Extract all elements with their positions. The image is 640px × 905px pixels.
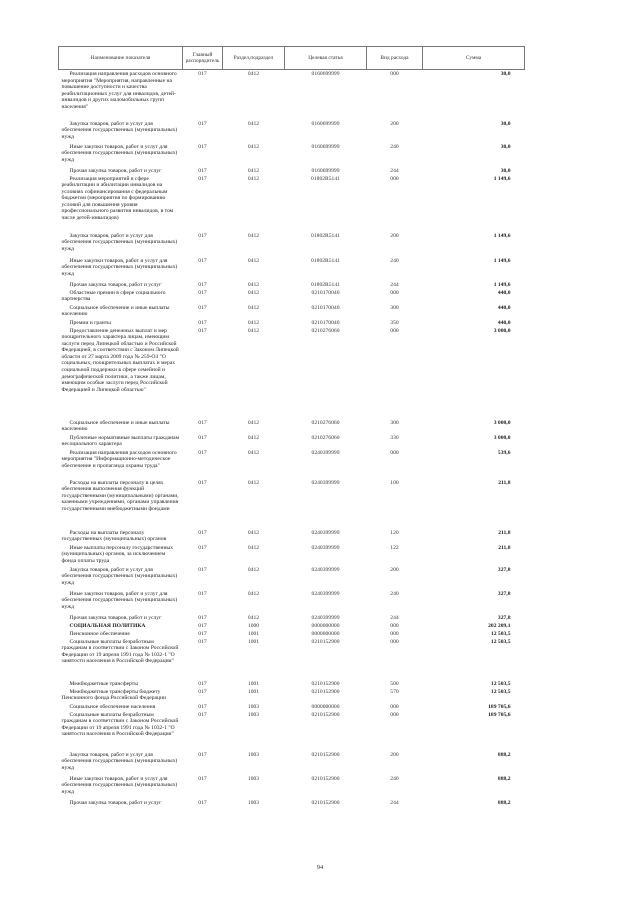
cell-section: 0412 xyxy=(247,544,260,551)
cell-chief: 017 xyxy=(198,419,207,426)
cell-name xyxy=(59,622,183,630)
cell-name-text: Закупка товаров, работ и услуг для обеспечения государственных (муниципальных) нужд xyxy=(61,120,178,140)
cell-name xyxy=(59,232,183,257)
cell-section: 0412 xyxy=(247,167,260,174)
table-row xyxy=(59,566,525,590)
cell-sum: 12 503,5 xyxy=(490,630,511,637)
cell-name-text: Закупка товаров, работ и услуг для обеспечения государственных (муниципальных) нужд xyxy=(61,751,178,771)
cell-section: 0412 xyxy=(247,449,260,456)
cell-name-text: Реализация направления расходов основного мероприятия "Информационно-методическое обеспечение и пропаганда охраны труда" xyxy=(61,449,177,469)
table-row xyxy=(59,638,525,680)
cell-name-text: Закупка товаров, работ и услуг для обеспечения государственных (муниципальных) нужд xyxy=(61,232,178,252)
cell-chief: 017 xyxy=(198,544,207,551)
cell-section: 0412 xyxy=(247,257,260,264)
cell-type: 100 xyxy=(390,479,399,486)
cell-chief: 017 xyxy=(198,434,207,441)
cell-name-text: СОЦИАЛЬНАЯ ПОЛИТИКА xyxy=(69,622,146,629)
cell-type: 570 xyxy=(390,688,399,695)
table-row xyxy=(59,257,525,281)
cell-name xyxy=(59,529,183,544)
header-sum: Сумма xyxy=(423,47,525,70)
table-row xyxy=(59,529,525,544)
cell-article: 0000000000 xyxy=(311,622,340,629)
cell-name-text: Областные премии в сфере социального партнерства xyxy=(61,289,166,303)
cell-name xyxy=(59,544,183,566)
cell-name xyxy=(59,590,183,614)
cell-name-text: Межбюджетные трансферты xyxy=(69,680,138,687)
cell-name-text: Пенсионное обеспечение xyxy=(69,630,130,637)
cell-chief: 017 xyxy=(198,327,207,334)
cell-chief: 017 xyxy=(198,622,207,629)
cell-chief: 017 xyxy=(198,711,207,718)
cell-sum: 888,2 xyxy=(497,775,511,782)
cell-section: 1001 xyxy=(247,638,260,645)
table-header-row xyxy=(59,47,525,70)
cell-name xyxy=(59,680,183,688)
header-section: Раздел,подраздел xyxy=(223,47,285,70)
cell-name xyxy=(59,751,183,775)
cell-section: 1001 xyxy=(247,630,260,637)
cell-sum: 440,0 xyxy=(497,319,511,326)
cell-name-text: Иные закупки товаров, работ и услуг для обеспечения государственных (муниципальных) нужд xyxy=(61,775,178,795)
table-body xyxy=(59,70,525,807)
cell-article: 01802R5141 xyxy=(311,232,340,239)
cell-sum: 3 000,0 xyxy=(493,434,511,441)
cell-article: 01802R5141 xyxy=(311,257,340,264)
cell-sum: 888,2 xyxy=(497,799,511,806)
cell-section: 0412 xyxy=(247,143,260,150)
cell-chief: 017 xyxy=(198,799,207,806)
budget-table xyxy=(58,46,525,807)
cell-name-text: Реализация мероприятий в сфере реабилитации и абилитации инвалидов на условиях софинансирования с федеральным бюджетом (мероприятия по формированию условий для повышения уровня профессионального развития инвалидов, в том числе детей-инвалидов) xyxy=(61,175,174,222)
cell-type: 200 xyxy=(390,232,399,239)
cell-type: 244 xyxy=(390,167,399,174)
cell-type: 300 xyxy=(390,304,399,311)
cell-article: 0210152900 xyxy=(311,638,340,645)
cell-chief: 017 xyxy=(198,449,207,456)
table-row xyxy=(59,319,525,327)
cell-article: 0240399999 xyxy=(311,529,340,536)
cell-type: 240 xyxy=(390,257,399,264)
cell-section: 0412 xyxy=(247,281,260,288)
cell-sum: 12 503,5 xyxy=(490,688,511,695)
cell-type: 122 xyxy=(390,544,399,551)
table-row xyxy=(59,703,525,711)
table-row xyxy=(59,434,525,449)
cell-section: 1000 xyxy=(247,622,260,629)
table-row xyxy=(59,688,525,703)
cell-section: 1003 xyxy=(247,711,260,718)
table-row xyxy=(59,799,525,807)
cell-name xyxy=(59,281,183,289)
cell-sum: 3 000,0 xyxy=(493,327,511,334)
table-row xyxy=(59,120,525,143)
cell-name-text: Иные закупки товаров, работ и услуг для обеспечения государственных (муниципальных) нужд xyxy=(61,590,178,610)
cell-name xyxy=(59,775,183,799)
cell-sum: 539,6 xyxy=(497,449,511,456)
cell-type: 500 xyxy=(390,680,399,687)
cell-name-text: Иные закупки товаров, работ и услуг для обеспечения государственных (муниципальных) нужд xyxy=(61,257,178,277)
cell-article: 0160699999 xyxy=(311,167,340,174)
cell-name-text: Прочая закупка товаров, работ и услуг xyxy=(69,167,162,174)
cell-article: 0210170040 xyxy=(311,319,340,326)
table-row xyxy=(59,622,525,630)
cell-name xyxy=(59,167,183,175)
cell-article: 0210152900 xyxy=(311,688,340,695)
cell-section: 0412 xyxy=(247,71,260,77)
cell-name xyxy=(59,566,183,590)
cell-chief: 017 xyxy=(198,680,207,687)
cell-section: 1003 xyxy=(247,799,260,806)
cell-type: 244 xyxy=(390,614,399,621)
cell-type: 000 xyxy=(390,630,399,637)
cell-section: 0412 xyxy=(247,319,260,326)
cell-name-text: Межбюджетные трансферты бюджету Пенсионного фонда Российской Федерации xyxy=(61,688,166,702)
cell-chief: 017 xyxy=(198,479,207,486)
cell-type: 000 xyxy=(390,289,399,296)
cell-section: 0412 xyxy=(247,175,260,182)
table-row xyxy=(59,70,525,120)
cell-sum: 1 149,6 xyxy=(493,257,511,264)
cell-type: 120 xyxy=(390,529,399,536)
cell-chief: 017 xyxy=(198,319,207,326)
cell-sum: 888,2 xyxy=(497,751,511,758)
cell-chief: 017 xyxy=(198,143,207,150)
cell-article: 0240399999 xyxy=(311,449,340,456)
cell-type: 350 xyxy=(390,319,399,326)
table-row xyxy=(59,304,525,319)
cell-chief: 017 xyxy=(198,529,207,536)
cell-name-text: Публичные нормативные выплаты гражданам несоциального характера xyxy=(61,434,180,448)
cell-sum: 1 149,6 xyxy=(493,175,511,182)
cell-sum: 189 705,6 xyxy=(488,703,511,710)
cell-name xyxy=(59,434,183,449)
cell-sum: 30,0 xyxy=(500,71,511,77)
cell-name xyxy=(59,143,183,167)
cell-article: 0210152900 xyxy=(311,711,340,718)
table-row xyxy=(59,143,525,167)
cell-chief: 017 xyxy=(198,638,207,645)
cell-name-text: Прочая закупка товаров, работ и услуг xyxy=(69,799,162,806)
cell-name xyxy=(59,711,183,751)
cell-name-text: Реализация направления расходов основного мероприятия "Мероприятия, направленные на повышение доступности и качества реабилитационных услуг для инвалидов, детей-инвалидов и других маломобильных групп населения" xyxy=(61,71,177,110)
cell-section: 1003 xyxy=(247,751,260,758)
cell-sum: 327,8 xyxy=(497,590,511,597)
cell-chief: 017 xyxy=(198,614,207,621)
cell-name xyxy=(59,289,183,304)
cell-article: 0240399999 xyxy=(311,544,340,551)
header-type: Вид расхода xyxy=(367,47,423,70)
cell-type: 330 xyxy=(390,434,399,441)
cell-article: 0000000000 xyxy=(311,630,340,637)
cell-type: 244 xyxy=(390,281,399,288)
cell-chief: 017 xyxy=(198,688,207,695)
cell-section: 0412 xyxy=(247,529,260,536)
cell-section: 0412 xyxy=(247,614,260,621)
table-row xyxy=(59,630,525,638)
cell-chief: 017 xyxy=(198,257,207,264)
cell-type: 000 xyxy=(390,622,399,629)
cell-chief: 017 xyxy=(198,289,207,296)
cell-article: 0210152900 xyxy=(311,775,340,782)
cell-name xyxy=(59,638,183,680)
cell-sum: 211,8 xyxy=(498,544,511,551)
cell-sum: 211,8 xyxy=(498,529,511,536)
cell-type: 000 xyxy=(390,327,399,334)
cell-name-text: Прочая закупка товаров, работ и услуг xyxy=(69,281,162,288)
cell-name-text: Социальное обеспечение и иные выплаты населению xyxy=(61,419,170,433)
cell-type: 244 xyxy=(390,799,399,806)
cell-chief: 017 xyxy=(198,775,207,782)
cell-chief: 017 xyxy=(198,232,207,239)
cell-type: 240 xyxy=(390,143,399,150)
header-chief: Главный распорядитель xyxy=(183,47,223,70)
cell-article: 0210170040 xyxy=(311,304,340,311)
cell-article: 0210152900 xyxy=(311,680,340,687)
cell-section: 1003 xyxy=(247,703,260,710)
cell-article: 0210276060 xyxy=(311,419,340,426)
cell-sum: 30,0 xyxy=(500,143,511,150)
cell-article: 01802R5141 xyxy=(311,175,340,182)
cell-article: 01802R5141 xyxy=(311,281,340,288)
cell-article: 0210276060 xyxy=(311,434,340,441)
cell-chief: 017 xyxy=(198,281,207,288)
cell-type: 000 xyxy=(390,175,399,182)
cell-sum: 189 705,6 xyxy=(488,711,511,718)
cell-section: 0412 xyxy=(247,419,260,426)
cell-name-text: Расходы на выплаты персоналу государственных (муниципальных) органов xyxy=(61,529,167,543)
cell-type: 000 xyxy=(390,71,399,77)
cell-type: 200 xyxy=(390,751,399,758)
cell-type: 200 xyxy=(390,566,399,573)
cell-name-text: Иные закупки товаров, работ и услуг для обеспечения государственных (муниципальных) нужд xyxy=(61,143,178,163)
cell-section: 1003 xyxy=(247,775,260,782)
cell-article: 0210276060 xyxy=(311,327,340,334)
cell-name xyxy=(59,799,183,807)
cell-section: 0412 xyxy=(247,120,260,127)
cell-section: 1001 xyxy=(247,688,260,695)
table-row xyxy=(59,590,525,614)
cell-section: 0412 xyxy=(247,479,260,486)
cell-article: 0210152900 xyxy=(311,751,340,758)
cell-name xyxy=(59,479,183,529)
table-row xyxy=(59,281,525,289)
cell-section: 0412 xyxy=(247,434,260,441)
budget-table-container xyxy=(58,46,524,807)
cell-article: 0210152900 xyxy=(311,799,340,806)
cell-name xyxy=(59,70,183,120)
cell-name xyxy=(59,319,183,327)
cell-name-text: Закупка товаров, работ и услуг для обеспечения государственных (муниципальных) нужд xyxy=(61,566,178,586)
cell-sum: 202 209,1 xyxy=(488,622,511,629)
cell-article: 0240399999 xyxy=(311,479,340,486)
cell-name xyxy=(59,688,183,703)
cell-article: 0240399999 xyxy=(311,614,340,621)
cell-article: 0240399999 xyxy=(311,566,340,573)
table-row xyxy=(59,544,525,566)
cell-sum: 3 000,0 xyxy=(493,419,511,426)
table-row xyxy=(59,167,525,175)
table-row xyxy=(59,479,525,529)
header-name: Наименование показателя xyxy=(59,47,183,70)
cell-name xyxy=(59,449,183,479)
cell-sum: 1 149,6 xyxy=(493,281,511,288)
cell-name-text: Социальные выплаты безработным гражданам в соответствии с Законом Российской Федерации от 19 апреля 1991 года № 1032-1 "О занятости населения в Российской Федерации" xyxy=(61,638,179,665)
cell-sum: 327,8 xyxy=(497,566,511,573)
cell-name-text: Социальное обеспечение населения xyxy=(69,703,156,710)
cell-article: 0000000000 xyxy=(311,703,340,710)
cell-sum: 12 503,5 xyxy=(490,680,511,687)
cell-name xyxy=(59,257,183,281)
cell-name-text: Иные выплаты персоналу государственных (муниципальных) органов, за исключением фонда оплаты труда xyxy=(61,544,173,564)
cell-article: 0210170040 xyxy=(311,289,340,296)
page-number: 94 xyxy=(316,864,324,871)
cell-type: 000 xyxy=(390,638,399,645)
cell-chief: 017 xyxy=(198,175,207,182)
cell-name xyxy=(59,614,183,622)
cell-chief: 017 xyxy=(198,590,207,597)
cell-chief: 017 xyxy=(198,71,207,77)
cell-name xyxy=(59,120,183,143)
cell-sum: 440,0 xyxy=(497,289,511,296)
cell-chief: 017 xyxy=(198,120,207,127)
cell-type: 240 xyxy=(390,775,399,782)
cell-name-text: Премии и гранты xyxy=(69,319,111,326)
cell-section: 0412 xyxy=(247,289,260,296)
cell-type: 300 xyxy=(390,419,399,426)
cell-sum: 440,0 xyxy=(497,304,511,311)
cell-name xyxy=(59,630,183,638)
cell-sum: 1 149,6 xyxy=(493,232,511,239)
cell-name-text: Социальные выплаты безработным гражданам в соответствии с Законом Российской Федерации от 19 апреля 1991 года № 1032-1 "О занятости населения в Российской Федерации" xyxy=(61,711,179,738)
cell-name xyxy=(59,175,183,232)
cell-chief: 017 xyxy=(198,566,207,573)
cell-type: 240 xyxy=(390,590,399,597)
table-row xyxy=(59,680,525,688)
cell-sum: 30,0 xyxy=(500,120,511,127)
cell-name-text: Социальное обеспечение и иные выплаты населению xyxy=(61,304,170,318)
cell-chief: 017 xyxy=(198,703,207,710)
cell-section: 1001 xyxy=(247,680,260,687)
cell-section: 0412 xyxy=(247,304,260,311)
table-row xyxy=(59,327,525,419)
table-row xyxy=(59,751,525,775)
cell-name xyxy=(59,703,183,711)
cell-sum: 211,8 xyxy=(498,479,511,486)
table-row xyxy=(59,232,525,257)
cell-name-text: Расходы на выплаты персоналу в целях обеспечения выполнения функций государственными (муниципальными) органами, казенными учреждениями, органами управления государственными внебюджетными фондами xyxy=(61,479,179,512)
cell-chief: 017 xyxy=(198,167,207,174)
cell-section: 0412 xyxy=(247,566,260,573)
table-row xyxy=(59,175,525,232)
cell-name-text: Предоставление денежных выплат и мер поощрительного характера лицам, имеющим заслуги перед Липецкой областью и Российской Федерацией, в соответствии с Законом Липецкой области от 27 марта 2009 года № 259-ОЗ "О социальных, поощрительных выплатах и мерах социальной поддержки в сфере семейной и демографической политики, а также лицам, имеющим особые заслуги перед Российской Федерацией и Липецкой областью" xyxy=(61,327,179,393)
table-row xyxy=(59,289,525,304)
cell-section: 0412 xyxy=(247,327,260,334)
table-row xyxy=(59,775,525,799)
cell-name xyxy=(59,419,183,434)
cell-chief: 017 xyxy=(198,630,207,637)
table-row xyxy=(59,614,525,622)
cell-sum: 30,0 xyxy=(500,167,511,174)
cell-section: 0412 xyxy=(247,590,260,597)
cell-type: 000 xyxy=(390,711,399,718)
cell-name xyxy=(59,304,183,319)
cell-article: 0160699999 xyxy=(311,143,340,150)
cell-section: 0412 xyxy=(247,232,260,239)
table-row xyxy=(59,449,525,479)
cell-article: 0240399999 xyxy=(311,590,340,597)
table-row xyxy=(59,711,525,751)
cell-article: 0160699999 xyxy=(311,120,340,127)
cell-name xyxy=(59,327,183,419)
table-row xyxy=(59,419,525,434)
cell-chief: 017 xyxy=(198,751,207,758)
cell-article: 0160699999 xyxy=(311,71,340,77)
header-article: Целевая статья xyxy=(285,47,367,70)
cell-type: 000 xyxy=(390,703,399,710)
cell-name-text: Прочая закупка товаров, работ и услуг xyxy=(69,614,162,621)
cell-type: 200 xyxy=(390,120,399,127)
cell-sum: 12 503,5 xyxy=(490,638,511,645)
cell-sum: 327,8 xyxy=(497,614,511,621)
cell-chief: 017 xyxy=(198,304,207,311)
cell-type: 000 xyxy=(390,449,399,456)
